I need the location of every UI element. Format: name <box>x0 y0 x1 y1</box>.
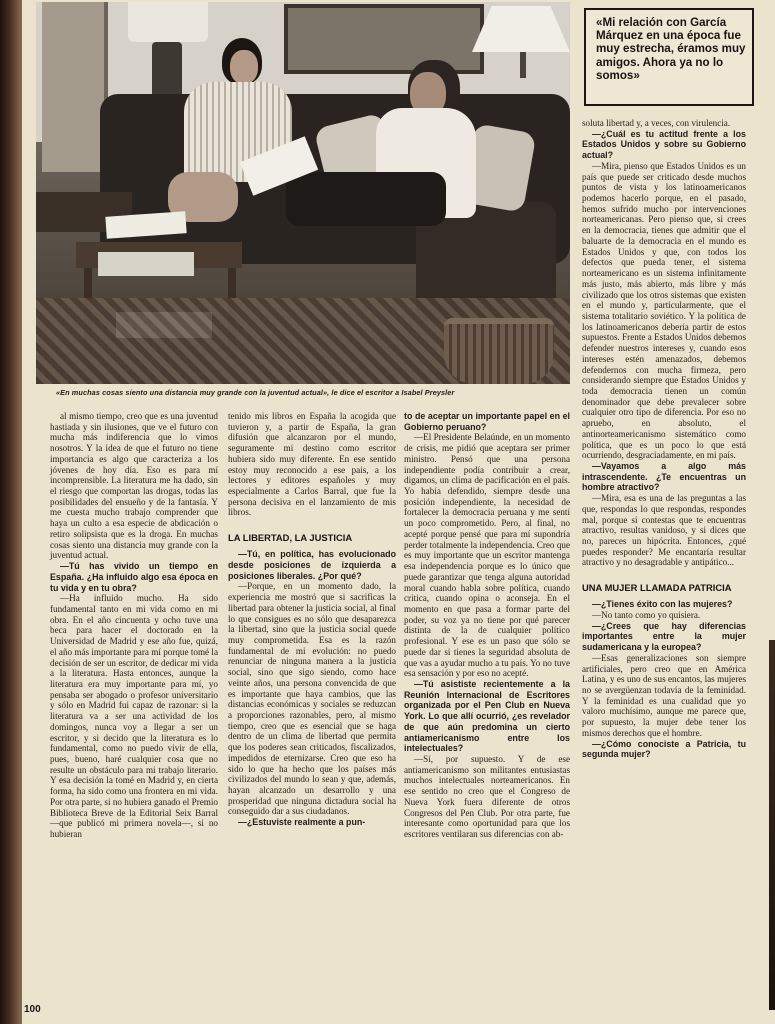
interview-answer: —Mira, pienso que Estados Unidos es un país que puede ser criticado desde muchos puntos de vista y los latinoamericanos podemos hacerlo porque, en el pasado, hemos sufrido mucho por intervenciones norteamericanas. Pero pienso que, si crees en la democracia, tienes que admitir que el baluarte de la democracia en el mundo es Estados Unidos y que, con todos los defectos que pueda tener, el sistema norteamericano es un sistema infinitamente más justo, más abierto, más libre y más civilizado que los otros sistemas que existen en el mundo y, particularmente, que el sistema totalitario soviético. Y la política de los latinoamericanos debería partir de estos supuestos. Frente a Estados Unidos debemos defender nuestros intereses y, cuando esos intereses estén amenazados, debemos defendernos con mucha firmeza, pero considerando siempre que Estados Unidos y toda democracia tienen un común denominador que debe prevalecer sobre cualquier otro tipo de diferencia. Por eso no apruebo, en absoluto, el antinorteamericanismo sistemático como política, que es un poco lo que está ocurriendo, desgraciadamente, en mi país. <box>582 160 746 461</box>
pull-quote: «Mi relación con García Márquez en una época fue muy estrecha, éramos muy amigos. Ahora ya no lo somos» <box>584 8 754 106</box>
interview-answer: —No tanto como yo quisiera. <box>592 609 701 620</box>
interview-answer: —El Presidente Belaúnde, en un momento de crisis, me pidió que aceptara ser primer ministro. Pensó que una persona independiente podía contribuir a crear, digamos, un clima de pacificación en el país. Yo había defendido, siempre desde una posición independiente, la necesidad de fortalecer la democracia peruana y me sentí un poco comprometido. Pero, al final, no acepté porque pensé que para mí supondría perder totalmente la independencia. Creo que es muy importante que un escritor mantenga esa independencia porque es lo único que puede garantizar que tenga alguna autoridad moral cuando habla sobre política, cuando critica, cuando opina o aconseja. En el momento en que pasa a formar parte del poder, su voz ya no tiene por qué parecer distinta de la de cualquier político profesional. Y ese es un paso que sólo se puede dar si tienes la seguridad absoluta de que vas a ayudar mucho a tu país. Yo no tuve esa sensación y por eso no acepté. <box>404 432 570 679</box>
interview-question: —Vayamos a algo más intrascendente. ¿Te encuentras un hombre atractivo? <box>582 461 746 493</box>
interview-question: —Tú, en política, has evolucionado desde posiciones de izquierda a posiciones liberales. ¿Por qué? <box>228 549 396 581</box>
interview-photo <box>36 2 570 384</box>
interview-question: —¿Cómo conociste a Patricia, tu segunda mujer? <box>582 738 746 760</box>
page-number: 100 <box>24 1004 41 1015</box>
interview-question: —Tú asististe recientemente a la Reunión Internacional de Escritores organizada por el Pen Club en Nueva York. Lo que allí ocurrió, ¿es revelador de que aún predomina un cierto antiamericanismo entre los intelectuales? <box>404 678 570 754</box>
interview-answer: soluta libertad y, a veces, con virulencia. <box>582 118 731 128</box>
section-heading: LA LIBERTAD, LA JUSTICIA <box>228 532 353 544</box>
text-column-4 <box>582 118 746 760</box>
text-column-2 <box>228 411 396 828</box>
interview-answer: —Ha influido mucho. Ha sido fundamental tanto en mi vida como en mi obra. En el año cincuenta y ocho tuve una beca para hacer el doctorado en la Universidad de Madrid y ese año fue, quizá, el año más importante para mí porque tomé la decisión de ser un escritor, de dedicar mi vida a la literatura. Hasta entonces, aunque la literatura era muy importante para mí, yo pensaba ser abogado o profesor universitario y sólo en Madrid fui capaz de razonar: si la literatura va a ser una actividad de los domingos, nunca voy a llegar a ser un escritor, y si decido que la literatura es lo fundamental, como no puedo vivir de ella, pues, bueno, haré cualquier cosa que no resulte un obstáculo para mi trabajo literario. Y esa decisión la tomé en Madrid y, en cierta forma, ha sido como una frontera en mi vida. Por otra parte, si no hubiera ganado el Premio Biblioteca Breve de la Editorial Seix Barral —que publicó mi primera novela—, si no hubieran <box>50 593 218 840</box>
interview-question: —¿Estuviste realmente a pun- <box>238 817 366 828</box>
interview-answer: —Sí, por supuesto. Y de ese antiamericanismo son militantes entusiastas muchos intelectuales norteamericanos. En ese sentido no creo que el Congreso de Nueva York fuera diferente de otros Congresos del Pen Club. Por otra parte, fue interesante como oportunidad para que los escritores ventilaran sus diferencias con ab- <box>404 754 570 840</box>
interview-answer: al mismo tiempo, creo que es una juventud hastiada y sin ilusiones, que ve el futuro con mucha más indiferencia que lo vimos nosotros. Y la idea de que el futuro no tiene importancia es algo que caracteriza a los jóvenes de hoy día. Eso es para mí incomprensible. La literatura me ha dado, sin el riesgo que comportan las drogas, todas las posibilidades del ensueño y de la fantasía. Y me cuesta mucho trabajo comprender que haya un culto a esa especie de abdicación o retiro solipsista que es la droga. En muchas cosas siento una distancia muy grande con la juventud actual. <box>50 411 218 561</box>
interview-answer: tenido mis libros en España la acogida que tuvieron y, a partir de España, la gran difusión que alcanzaron por el mundo, seguramente mi destino como escritor hubiera sido muy diferente. En ese sentido estoy muy reconocido a ese país, a los lectores y editores españoles y muy especialmente a Carlos Barral, que fue la persona decisiva en el lanzamiento de mis libros. <box>228 411 396 518</box>
interview-answer: —Porque, en un momento dado, la experiencia me mostró que si sacrificas la libertad para obtener la justicia social, al final lo que consigues es no sólo que desaparezca la libertad, sino que la justicia social quede muy comprometida. Esa es la razón fundamental de mi evolución: no puedo renunciar de ninguna manera a la justicia social, sino que sigo siendo, como hace veinte años, una persona convencida de que es importante que haya cambios, que las distancias económicas y sociales se reduzcan a proporciones razonables, pero, al mismo tiempo, creo que es esencial que se haga dentro de un clima de libertad que permita que los poderes sean criticados, fiscalizados, impedidos de eternizarse. Creo que eso ha sido lo que ha hecho que los países más civilizados del mundo lo sean y que, además, hayan alcanzado un desarrollo y una prosperidad que ninguna dictadura social ha conseguido dar a sus ciudadanos. <box>228 581 396 817</box>
book-spine <box>0 0 22 1024</box>
interview-question: —Tú has vivido un tiempo en España. ¿Ha influido algo esa época en tu vida y en tu obra? <box>50 561 218 593</box>
interview-answer: —Mira, esa es una de las preguntas a las que, respondas lo que respondas, respondes mal, porque si contestas que te encuentras atractivo, resultas vanidoso, y si dices que no, pareces un hipócrita. Entonces, ¿qué puedes responder? Me encantaría resultar atractivo y no desagradable y antipático... <box>582 493 746 568</box>
text-column-3 <box>404 411 570 840</box>
interview-question: to de aceptar un importante papel en el Gobierno peruano? <box>404 411 570 432</box>
interview-question: —¿Crees que hay diferencias importantes entre la mujer sudamericana y la europea? <box>582 620 746 653</box>
interview-answer: —Esas generalizaciones son siempre artificiales, pero creo que en América Latina, y es uno de sus encantos, las mujeres no se avergüenzan todavía de la feminidad. Y la feminidad es una cualidad que yo valoro muchísimo, aunque me parece que, por supuesto, la mujer debe tener los mismos derechos que el hombre. <box>582 652 746 738</box>
interview-question: —¿Tienes éxito con las mujeres? <box>592 599 733 610</box>
text-column-1 <box>50 411 218 840</box>
section-heading: UNA MUJER LLAMADA PATRICIA <box>582 582 732 594</box>
page-edge <box>769 640 775 1010</box>
photo-caption: «En muchas cosas siento una distancia muy grande con la juventud actual», le dice el escritor a Isabel Preysler <box>56 388 455 397</box>
interview-question: —¿Cuál es tu actitud frente a los Estados Unidos y sobre su Gobierno actual? <box>582 128 746 161</box>
